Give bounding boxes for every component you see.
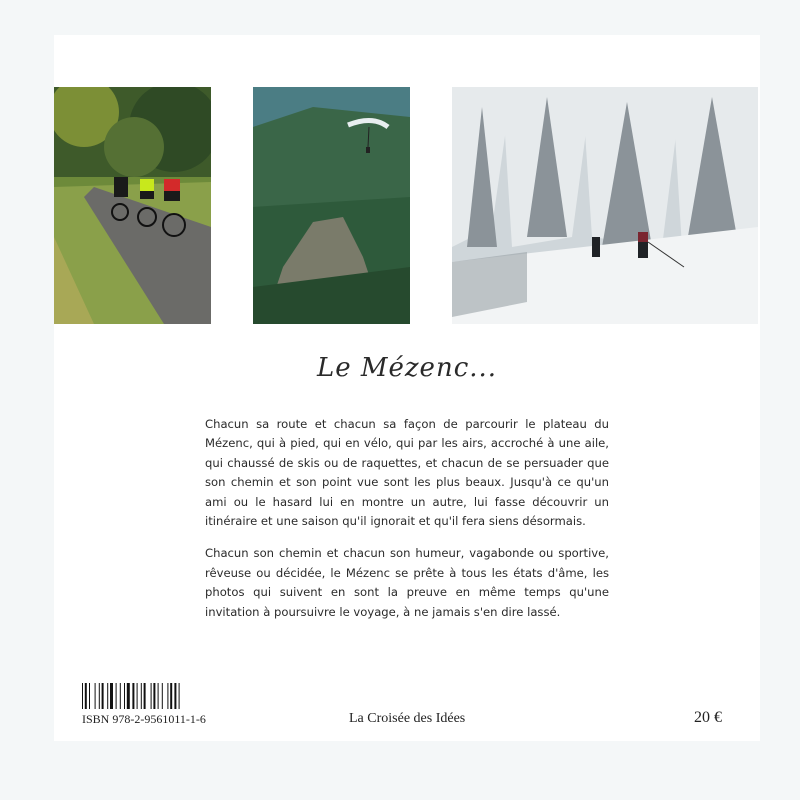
back-cover [54,35,760,741]
skiers-photo [452,87,758,324]
price-label: 20 € [694,709,722,726]
book-title: Le Mézenc... [316,353,498,383]
paraglider-photo [253,87,410,324]
blurb [205,415,609,635]
blurb-paragraph: Chacun son chemin et chacun son humeur, vagabonde ou sportive, rêveuse ou décidée, le Mézenc se prête à tous les états d'âme, les photos qui suivent en sont la preuve en même temps qu'une invitation à poursuivre le voyage, à ne jamais s'en dire lassé. [205,546,609,619]
publisher-name: La Croisée des Idées [349,711,466,726]
barcode [82,683,208,709]
isbn-label: ISBN 978-2-9561011-1-6 [82,712,206,726]
cyclists-photo [54,87,211,324]
blurb-paragraph: Chacun sa route et chacun sa façon de parcourir le plateau du Mézenc, qui à pied, qui en vélo, qui par les airs, accroché à une aile, qui chaussé de skis ou de raquettes, et chacun de se persuader que son chemin et son point vue sont les plus beaux. Jusqu'à ce qu'un ami ou le hasard lui en montre un autre, lui fasse découvrir un itinéraire et une saison qu'il ignorait et qu'il fera siens désormais. [205,417,609,529]
